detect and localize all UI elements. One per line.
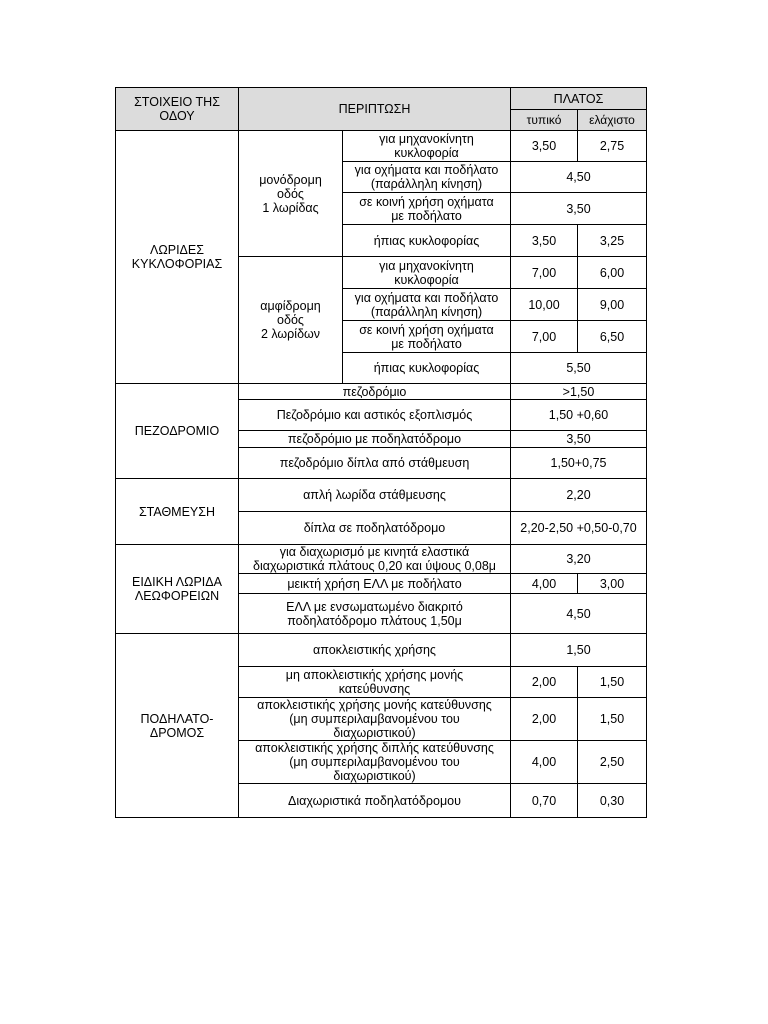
- width-minimum: 1,50: [578, 667, 647, 698]
- width-typical: 3,50: [511, 225, 578, 257]
- section-parking-label: ΣΤΑΘΜΕΥΣΗ: [116, 479, 239, 545]
- case-cell: αποκλειστικής χρήσης: [239, 634, 511, 667]
- width-value: 3,50: [511, 431, 647, 448]
- width-minimum: 0,30: [578, 784, 647, 818]
- width-value: 5,50: [511, 353, 647, 384]
- width-value: 1,50+0,75: [511, 448, 647, 479]
- width-minimum: 3,25: [578, 225, 647, 257]
- section-bikepath-label: ΠΟΔΗΛΑΤΟ- ΔΡΟΜΟΣ: [116, 634, 239, 818]
- table-row: [116, 131, 647, 162]
- width-typical: 7,00: [511, 257, 578, 289]
- header-width: ΠΛΑΤΟΣ: [511, 88, 647, 110]
- case-cell: σε κοινή χρήση οχήματα με ποδήλατο: [343, 321, 511, 353]
- case-cell: πεζοδρόμιο: [239, 384, 511, 400]
- width-typical: 2,00: [511, 698, 578, 741]
- width-minimum: 6,50: [578, 321, 647, 353]
- case-cell: ήπιας κυκλοφορίας: [343, 225, 511, 257]
- width-value: 1,50 +0,60: [511, 400, 647, 431]
- section-sidewalk-label: ΠΕΖΟΔΡΟΜΙΟ: [116, 384, 239, 479]
- case-cell: μη αποκλειστικής χρήσης μονής κατεύθυνσης: [239, 667, 511, 698]
- width-minimum: 6,00: [578, 257, 647, 289]
- case-cell: πεζοδρόμιο δίπλα από στάθμευση: [239, 448, 511, 479]
- width-value: 4,50: [511, 594, 647, 634]
- section-bus-label: ΕΙΔΙΚΗ ΛΩΡΙΔΑ ΛΕΩΦΟΡΕΙΩΝ: [116, 545, 239, 634]
- case-cell: δίπλα σε ποδηλατόδρομο: [239, 512, 511, 545]
- case-cell: για μηχανοκίνητη κυκλοφορία: [343, 257, 511, 289]
- case-cell: ΕΛΛ με ενσωματωμένο διακριτό ποδηλατόδρομο πλάτους 1,50μ: [239, 594, 511, 634]
- case-cell: για οχήματα και ποδήλατο (παράλληλη κίνηση): [343, 289, 511, 321]
- road-width-table: [115, 87, 647, 818]
- width-typical: 7,00: [511, 321, 578, 353]
- width-value: 3,20: [511, 545, 647, 574]
- case-cell: μεικτή χρήση ΕΛΛ με ποδήλατο: [239, 574, 511, 594]
- case-cell: πεζοδρόμιο με ποδηλατόδρομο: [239, 431, 511, 448]
- table-row: [116, 634, 647, 667]
- width-typical: 3,50: [511, 131, 578, 162]
- case-cell: Διαχωριστικά ποδηλατόδρομου: [239, 784, 511, 818]
- width-value: 4,50: [511, 162, 647, 193]
- case-cell: Πεζοδρόμιο και αστικός εξοπλισμός: [239, 400, 511, 431]
- case-cell: αποκλειστικής χρήσης μονής κατεύθυνσης (μη συμπεριλαμβανομένου του διαχωριστικού): [239, 698, 511, 741]
- width-value: 2,20-2,50 +0,50-0,70: [511, 512, 647, 545]
- width-value: 3,50: [511, 193, 647, 225]
- width-minimum: 3,00: [578, 574, 647, 594]
- width-typical: 2,00: [511, 667, 578, 698]
- case-cell: για μηχανοκίνητη κυκλοφορία: [343, 131, 511, 162]
- table-row: [116, 545, 647, 574]
- width-minimum: 2,50: [578, 741, 647, 784]
- header-row: [116, 88, 647, 110]
- header-case: ΠΕΡΙΠΤΩΣΗ: [239, 88, 511, 131]
- group-oneway-label: μονόδρομη οδός 1 λωρίδας: [239, 131, 343, 257]
- case-cell: αποκλειστικής χρήσης διπλής κατεύθυνσης (μη συμπεριλαμβανομένου του διαχωριστικού): [239, 741, 511, 784]
- section-lanes-label: ΛΩΡΙΔΕΣ ΚΥΚΛΟΦΟΡΙΑΣ: [116, 131, 239, 384]
- width-minimum: 2,75: [578, 131, 647, 162]
- header-minimum: ελάχιστο: [578, 110, 647, 131]
- width-minimum: 9,00: [578, 289, 647, 321]
- case-cell: ήπιας κυκλοφορίας: [343, 353, 511, 384]
- table-row: [116, 384, 647, 400]
- group-twoway-label: αμφίδρομη οδός 2 λωρίδων: [239, 257, 343, 384]
- width-typical: 0,70: [511, 784, 578, 818]
- header-element: ΣΤΟΙΧΕΙΟ ΤΗΣ ΟΔΟΥ: [116, 88, 239, 131]
- case-cell: σε κοινή χρήση οχήματα με ποδήλατο: [343, 193, 511, 225]
- width-value: 1,50: [511, 634, 647, 667]
- width-typical: 4,00: [511, 741, 578, 784]
- width-value: 2,20: [511, 479, 647, 512]
- width-typical: 4,00: [511, 574, 578, 594]
- table-body: [116, 88, 647, 818]
- header-typical: τυπικό: [511, 110, 578, 131]
- table-row: [116, 479, 647, 512]
- width-value: >1,50: [511, 384, 647, 400]
- case-cell: για οχήματα και ποδήλατο (παράλληλη κίνηση): [343, 162, 511, 193]
- case-cell: απλή λωρίδα στάθμευσης: [239, 479, 511, 512]
- width-typical: 10,00: [511, 289, 578, 321]
- width-minimum: 1,50: [578, 698, 647, 741]
- case-cell: για διαχωρισμό με κινητά ελαστικά διαχωριστικά πλάτους 0,20 και ύψους 0,08μ: [239, 545, 511, 574]
